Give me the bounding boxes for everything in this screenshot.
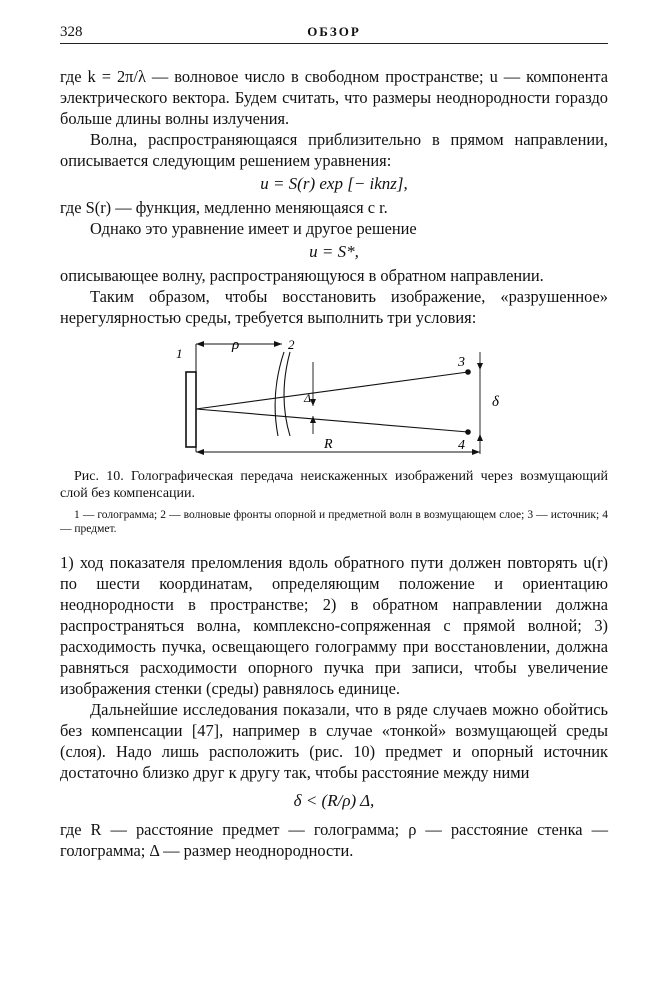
label-4: 4 (458, 438, 465, 453)
label-delta: δ (492, 394, 499, 410)
wavefront-2 (284, 352, 290, 436)
equation-3: δ < (R/ρ) Δ, (293, 791, 375, 810)
paragraph-8: Дальнейшие исследования показали, что в ряде случаев можно обойтись без компенсации [47], например в случае «тонкой» возмущающей среды (слоя). Надо лишь расположить (рис. 10) предмет и опорный источник достаточно близко друг к другу так, чтобы расстояние между ними (60, 700, 608, 782)
label-R: R (324, 437, 333, 452)
paragraph-4: Однако это уравнение имеет и другое решение (90, 219, 417, 238)
label-rho: ρ (232, 337, 240, 353)
page (60, 24, 608, 861)
source-point (465, 369, 471, 375)
delta-right-arrow-top (477, 363, 483, 370)
page-header (60, 24, 608, 44)
equation-1: u = S(r) exp [− iknz], (260, 174, 408, 193)
ray-to-source (196, 372, 468, 409)
rho-arrow-right (274, 341, 282, 347)
hologram-plate (186, 372, 196, 447)
figure-diagram (60, 334, 608, 464)
paragraph-6: Таким образом, чтобы восстановить изображение, «разрушенное» нерегулярностью среды, требуется выполнить три условия: (60, 287, 608, 327)
label-3: 3 (458, 355, 465, 370)
figure-legend: 1 — голограмма; 2 — волновые фронты опорной и предметной волн в возмущающем слое; 3 — источник; 4 — предмет. (60, 509, 608, 535)
running-title: ОБЗОР (307, 24, 361, 39)
rho-arrow-left (196, 341, 204, 347)
wavefront-1 (275, 352, 284, 436)
object-point (465, 429, 471, 435)
paragraph-5: описывающее волну, распространяющуюся в обратном направлении. (60, 266, 544, 285)
figure-10 (60, 334, 608, 464)
label-1: 1 (176, 346, 183, 361)
paragraph-2: Волна, распространяющаяся приблизительно в прямом направлении, описывается следующим решением уравнения: (60, 130, 608, 170)
label-2: 2 (288, 337, 295, 352)
delta-right-arrow-bottom (477, 434, 483, 441)
equation-2: u = S*, (309, 242, 359, 261)
r-arrow-left (196, 449, 204, 455)
paragraph-1: где k = 2π/λ — волновое число в свободном пространстве; u — компонента электрического вектора. Будем считать, что размеры неоднородности гораздо больше длины волны излучения. (60, 67, 608, 128)
page-number: 328 (60, 24, 83, 40)
figure-caption: Рис. 10. Голографическая передача неискаженных изображений через возмущающий слой без компенсации. (60, 469, 608, 501)
ray-to-object (196, 409, 468, 432)
paragraph-3: где S(r) — функция, медленно меняющаяся с r. (60, 198, 388, 217)
paragraph-9: где R — расстояние предмет — голограмма; ρ — расстояние стенка — голограмма; Δ — размер неоднородности. (60, 820, 608, 860)
header-rule (60, 43, 608, 44)
label-delta-small: Δ (304, 391, 312, 405)
r-arrow-right (472, 449, 480, 455)
paragraph-7: 1) ход показателя преломления вдоль обратного пути должен повторять u(r) по шести координатам, определяющим положение и ориентацию неоднородности в пространстве; 2) в обратном направлении должна распространяться волна, комплексно-сопряженная с прямой волной; 3) расходимость пучка, освещающего голограмму при восстановлении, должна равняться расходимости опорного пучка при записи, чтобы увеличение изображения стенки (среды) равнялось единице. (60, 553, 608, 698)
